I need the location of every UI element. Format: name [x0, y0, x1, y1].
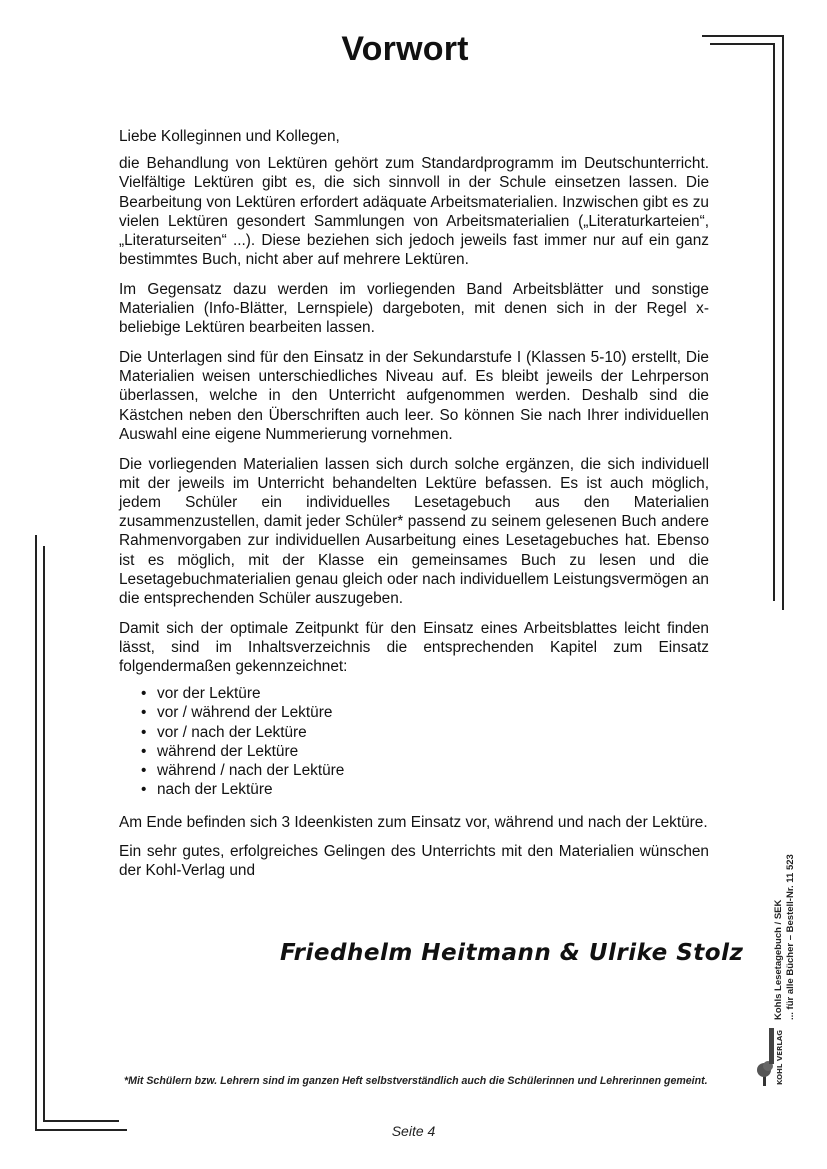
paragraph: Damit sich der optimale Zeitpunkt für den Einsatz eines Arbeitsblattes leicht finden lässt, sind im Inhaltsverzeichnis die entsprechenden Kapitel zum Einsatz folgendermaßen gekennzeichnet: — [119, 619, 709, 676]
frame-line — [43, 546, 45, 1121]
frame-line — [702, 35, 784, 37]
page-title: Vorwort — [341, 30, 469, 68]
page-number: Seite 4 — [391, 1123, 436, 1139]
side-info-line: Kohls Lesetagebuch / SEK — [773, 899, 784, 1020]
paragraph: Die vorliegenden Materialien lassen sich durch solche ergänzen, die sich individuell mit der jeweils im Unterricht behandelten Lektüre befassen. Es ist auch möglich, jedem Schüler ein individuelles Lesetagebuch aus den Materialien zusammenzustellen, damit jeder Schüler* passend zu seinem gelesenen Buch andere Rahmenvorgaben zur individuellen Ausarbeitung eines Lesetagebuches hat. Ebenso ist es möglich, mit der Klasse ein gemeinsames Buch zu lesen und die Lesetagebuchmaterialien genau gleich oder nach individuellem Leistungsvermögen an die entsprechenden Schüler auszugeben. — [119, 455, 709, 607]
list-item: • während / nach der Lektüre — [141, 761, 709, 780]
frame-line — [35, 535, 37, 1131]
frame-line — [710, 43, 774, 45]
list-item: • vor der Lektüre — [141, 684, 709, 703]
frame-line — [773, 43, 775, 601]
greeting: Liebe Kolleginnen und Kollegen, — [119, 128, 340, 145]
usage-list — [119, 684, 709, 799]
paragraph: Am Ende befinden sich 3 Ideenkisten zum Einsatz vor, während und nach der Lektüre. — [119, 813, 708, 831]
frame-line — [782, 35, 784, 610]
list-item: • vor / während der Lektüre — [141, 703, 709, 722]
list-item: • nach der Lektüre — [141, 780, 709, 799]
logo-text: KOHL VERLAG — [776, 1029, 784, 1085]
frame-line — [35, 1129, 127, 1131]
paragraph: Die Unterlagen sind für den Einsatz in der Sekundarstufe I (Klassen 5-10) erstellt, Die Materialien weisen unterschiedliches Niveau auf. Es bleibt jeweils der Lehrperson überlassen, welche in den Unterricht aufgenommen werden. Deshalb sind die Kästchen neben den Überschriften auch leer. So können Sie nach Ihrer individuellen Auswahl eine eigene Nummerierung vornehmen. — [119, 349, 709, 443]
list-item: • vor / nach der Lektüre — [141, 723, 709, 742]
paragraph: Im Gegensatz dazu werden im vorliegenden Band Arbeitsblätter und sonstige Materialien (Info-Blätter, Lernspiele) dargeboten, mit denen sich in der Regel x-beliebige Lektüren bearbeiten lassen. — [119, 280, 709, 337]
signature: Friedhelm Heitmann & Ulrike Stolz — [280, 940, 744, 966]
frame-line — [43, 1120, 119, 1122]
footnote: *Mit Schülern bzw. Lehrern sind im ganzen Heft selbstverständlich auch die Schülerinnen und Lehrerinnen gemeint. — [124, 1075, 708, 1087]
list-item: • während der Lektüre — [141, 742, 709, 761]
paragraph: Ein sehr gutes, erfolgreiches Gelingen des Unterrichts mit den Materialien wünschen der Kohl-Verlag und — [119, 843, 709, 880]
side-info-line: ... für alle Bücher – Bestell-Nr. 11 523 — [785, 854, 796, 1020]
side-publisher-info — [773, 820, 813, 1020]
tree-icon — [754, 1020, 776, 1090]
paragraph: die Behandlung von Lektüren gehört zum Standardprogramm im Deutschunterricht. Vielfältige Lektüren gibt es, die sich sinnvoll in der Schule einsetzen lassen. Die Bearbeitung von Lektüren erfordert adäquate Arbeitsmaterialien. Inzwischen gibt es zu vielen Lektüren gesondert Sammlungen von Arbeitsmaterialien („Literaturkarteien“, „Literaturseiten“ ...). Diese beziehen sich jedoch jeweils fast immer nur auf ein ganz bestimmtes Buch, nicht aber auf mehrere Lektüren. — [119, 155, 709, 269]
body-text — [119, 127, 709, 891]
